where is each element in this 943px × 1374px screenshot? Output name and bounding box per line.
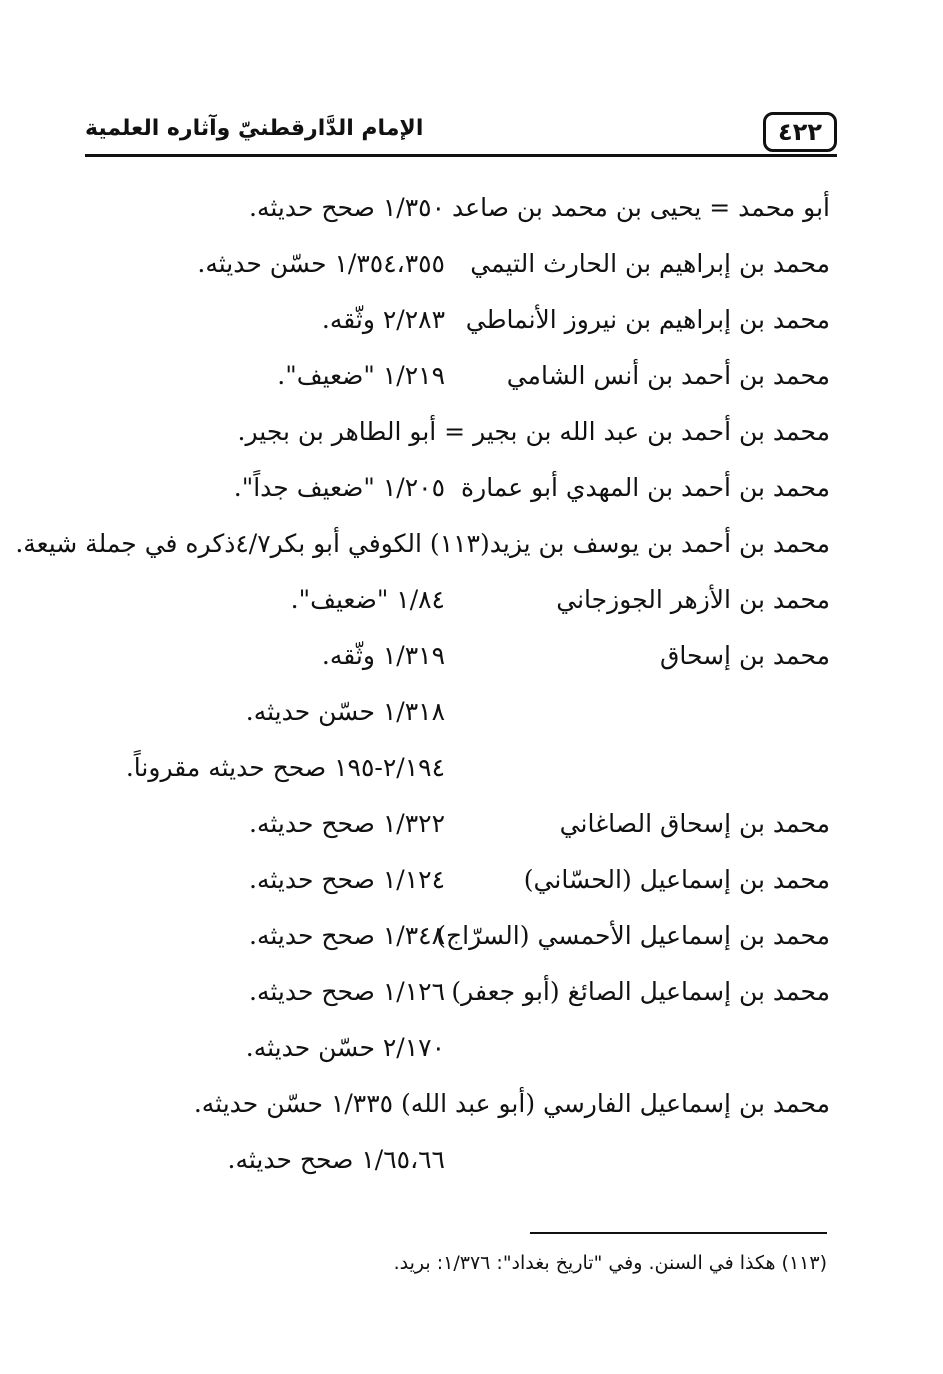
entry-reference: ١/٣١٩ وثّقه. [321, 641, 445, 670]
index-entry [60, 852, 830, 908]
index-entry [60, 628, 830, 684]
entry-name: محمد بن إبراهيم بن الحارث التيمي [470, 249, 830, 278]
entry-name: محمد بن الأزهر الجوزجاني [556, 585, 830, 614]
entry-text: محمد بن إسماعيل الفارسي (أبو عبد الله) ١/٣٣٥ حسّن حديثه. [193, 1089, 830, 1118]
page-number: ٤٢٢ [763, 112, 837, 152]
entry-reference: ١/٦٥،٦٦ صحح حديثه. [227, 1145, 445, 1174]
entry-name: أبو محمد = يحيى بن محمد بن صاعد [452, 193, 830, 222]
header-rule [85, 154, 837, 157]
index-entry [60, 236, 830, 292]
index-entry [60, 796, 830, 852]
entry-reference: ١/٣٥٤،٣٥٥ حسّن حديثه. [197, 249, 445, 278]
index-entries [15, 180, 830, 1188]
entry-reference: ١/٢١٩ "ضعيف". [277, 361, 445, 390]
entry-name: محمد بن أحمد بن المهدي أبو عمارة [461, 473, 830, 502]
entry-reference: ١/٢٠٥ "ضعيف جداً". [233, 473, 445, 502]
entry-reference: ١/١٢٦ صحح حديثه. [249, 977, 445, 1006]
entry-reference: ٢/٢٨٣ وثّقه. [321, 305, 445, 334]
index-entry [60, 1020, 830, 1076]
entry-name: محمد بن إسحاق [659, 641, 830, 670]
index-entry [60, 404, 830, 460]
entry-reference: ١/١٢٤ صحح حديثه. [249, 865, 445, 894]
index-entry [60, 180, 830, 236]
index-entry [60, 740, 830, 796]
index-entry [60, 292, 830, 348]
index-entry [60, 348, 830, 404]
entry-reference: ١/٣٥٠ صحح حديثه. [249, 193, 445, 222]
index-entry [60, 684, 830, 740]
entry-reference: ١/٣٤٨ صحح حديثه. [249, 921, 445, 950]
footnote: (١١٣) هكذا في السنن. وفي "تاريخ بغداد": ١/٣٧٦: بريد. [393, 1252, 827, 1274]
entry-reference: ١/٨٤ "ضعيف". [290, 585, 445, 614]
index-entry [60, 460, 830, 516]
entry-reference: ٢/١٩٤-١٩٥ صحح حديثه مقروناً. [125, 753, 445, 782]
index-entry [60, 1076, 830, 1132]
entry-name: محمد بن إسحاق الصاغاني [559, 809, 830, 838]
entry-reference: ١/٣٢٢ صحح حديثه. [249, 809, 445, 838]
entry-name: محمد بن إسماعيل الأحمسي (السرّاج) [436, 921, 830, 950]
entry-text: محمد بن أحمد بن يوسف بن يزيد(١١٣) الكوفي أبو بكر٤/٧ذكره في جملة شيعة. [15, 529, 830, 558]
entry-name: محمد بن إبراهيم بن نيروز الأنماطي [465, 305, 830, 334]
entry-reference: ١/٣١٨ حسّن حديثه. [245, 697, 445, 726]
index-entry [60, 1132, 830, 1188]
index-entry [15, 516, 830, 572]
entry-name: محمد بن إسماعيل الصائغ (أبو جعفر) [451, 977, 830, 1006]
page-header [85, 108, 837, 158]
entry-name: محمد بن إسماعيل (الحسّاني) [523, 865, 830, 894]
index-entry [60, 908, 830, 964]
entry-text: محمد بن أحمد بن عبد الله بن بجير = أبو الطاهر بن بجير. [237, 417, 830, 446]
index-entry [60, 964, 830, 1020]
book-title: الإمام الدَّارقطنيّ وآثاره العلمية [85, 116, 424, 141]
entry-name: محمد بن أحمد بن أنس الشامي [506, 361, 830, 390]
index-entry [60, 572, 830, 628]
entry-reference: ٢/١٧٠ حسّن حديثه. [245, 1033, 445, 1062]
footnote-rule [530, 1232, 827, 1234]
